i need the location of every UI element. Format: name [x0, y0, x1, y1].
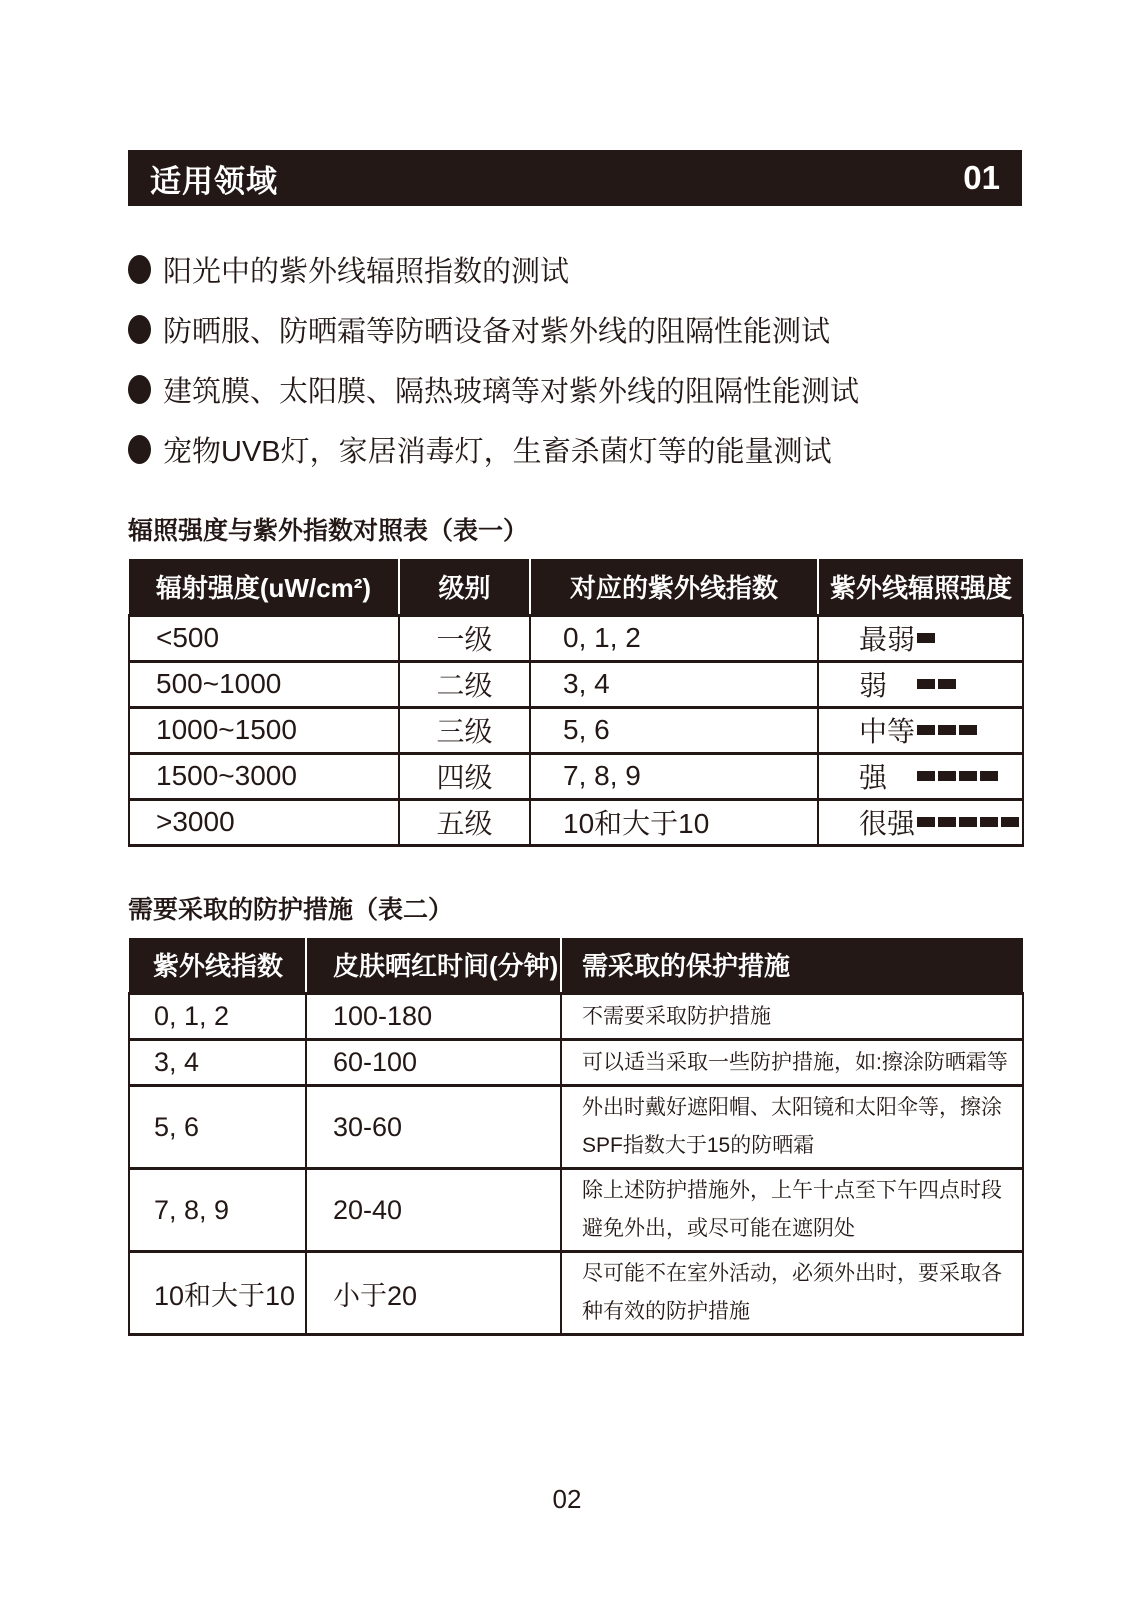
- table2-row: [129, 994, 1023, 1040]
- strength-bar-icon: [938, 771, 956, 781]
- uv-index-cell: 0, 1, 2: [530, 615, 818, 661]
- uv-index-cell: 7, 8, 9: [530, 753, 818, 799]
- table2-header-measure: 需采取的保护措施: [561, 938, 1023, 994]
- strength-bar-icon: [938, 817, 956, 827]
- strength-bar-icon: [959, 817, 977, 827]
- strength-label: 最弱: [859, 624, 916, 655]
- strength-bar-icon: [959, 725, 977, 735]
- table1-header-row: [129, 559, 1023, 615]
- strength-cell: [818, 799, 1023, 845]
- strength-cell: [818, 707, 1023, 753]
- uv-index-cell: 3, 4: [129, 1040, 306, 1086]
- protection-measure-cell: 不需要采取防护措施: [561, 994, 1023, 1040]
- uv-index-cell: 0, 1, 2: [129, 994, 306, 1040]
- bullet-icon: [128, 435, 151, 464]
- table1-row: [129, 707, 1023, 753]
- table2-header-uv-index: 紫外线指数: [129, 938, 306, 994]
- strength-bar-icon: [917, 817, 935, 827]
- uv-index-comparison-table: [128, 559, 1024, 847]
- bullet-icon: [128, 315, 151, 344]
- bullet-icon: [128, 375, 151, 404]
- table1-header-strength: 紫外线辐照强度: [818, 559, 1023, 615]
- strength-wrap: [859, 618, 1021, 658]
- bullet-text: 防晒服、防晒霜等防晒设备对紫外线的阻隔性能测试: [163, 315, 831, 348]
- bullet-item: [128, 314, 1022, 348]
- uv-index-cell: 10和大于10: [129, 1252, 306, 1335]
- strength-bar-icon: [917, 725, 935, 735]
- bullet-icon: [128, 255, 151, 284]
- bullet-item: [128, 254, 1022, 288]
- strength-bar-icon: [1001, 817, 1019, 827]
- table2-row: [129, 1169, 1023, 1252]
- uv-index-cell: 7, 8, 9: [129, 1169, 306, 1252]
- table1-row: [129, 615, 1023, 661]
- strength-cell: [818, 661, 1023, 707]
- bullet-text: 建筑膜、太阳膜、隔热玻璃等对紫外线的阻隔性能测试: [163, 375, 860, 408]
- table2-header-row: [129, 938, 1023, 994]
- strength-bar-icon: [959, 771, 977, 781]
- protection-measure-cell: 可以适当采取一些防护措施，如:擦涂防晒霜等: [561, 1040, 1023, 1086]
- skin-redden-time-cell: 100-180: [306, 994, 561, 1040]
- page-content: [128, 0, 1022, 1336]
- table2-body: [129, 994, 1023, 1335]
- strength-label: 强: [859, 762, 888, 793]
- strength-bar-icon: [938, 679, 956, 689]
- protection-measures-table: [128, 938, 1024, 1337]
- table2-header-time: 皮肤晒红时间(分钟): [306, 938, 561, 994]
- strength-wrap: [859, 756, 1021, 796]
- uv-index-cell: 5, 6: [530, 707, 818, 753]
- uv-index-cell: 3, 4: [530, 661, 818, 707]
- strength-bar-icon: [917, 679, 935, 689]
- table1-header-intensity: 辐射强度(uW/cm²): [129, 559, 399, 615]
- strength-cell: [818, 615, 1023, 661]
- table1-row: [129, 753, 1023, 799]
- bullet-text: 阳光中的紫外线辐照指数的测试: [163, 255, 570, 288]
- strength-bar-icon: [980, 817, 998, 827]
- table2-row: [129, 1040, 1023, 1086]
- skin-redden-time-cell: 30-60: [306, 1086, 561, 1169]
- intensity-cell: >3000: [129, 799, 399, 845]
- uv-index-cell: 10和大于10: [530, 799, 818, 845]
- strength-wrap: [859, 710, 1021, 750]
- strength-bar-icon: [917, 771, 935, 781]
- section-page-number: 01: [963, 159, 1000, 196]
- strength-label: 很强: [859, 808, 916, 839]
- table1-title: 辐照强度与紫外指数对照表（表一）: [128, 517, 529, 545]
- strength-cell: [818, 753, 1023, 799]
- section-header-bar: [128, 150, 1022, 206]
- strength-label: 弱: [859, 670, 888, 701]
- bullet-item: [128, 434, 1022, 468]
- skin-redden-time-cell: 60-100: [306, 1040, 561, 1086]
- table2-title: 需要采取的防护措施（表二）: [128, 895, 454, 924]
- strength-wrap: [859, 802, 1021, 842]
- bullet-item: [128, 374, 1022, 408]
- level-cell: 四级: [399, 753, 530, 799]
- level-cell: 一级: [399, 615, 530, 661]
- skin-redden-time-cell: 小于20: [306, 1252, 561, 1335]
- intensity-cell: 500~1000: [129, 661, 399, 707]
- level-cell: 五级: [399, 799, 530, 845]
- level-cell: 二级: [399, 661, 530, 707]
- bullet-text: 宠物UVB灯，家居消毒灯，生畜杀菌灯等的能量测试: [163, 435, 832, 468]
- application-bullet-list: [128, 254, 1022, 468]
- skin-redden-time-cell: 20-40: [306, 1169, 561, 1252]
- table1-row: [129, 799, 1023, 845]
- table1-header-level: 级别: [399, 559, 530, 615]
- footer-page-number: 02: [552, 1484, 582, 1514]
- table1-row: [129, 661, 1023, 707]
- strength-bar-icon: [917, 633, 935, 643]
- intensity-cell: 1000~1500: [129, 707, 399, 753]
- table1-header-uv-index: 对应的紫外线指数: [530, 559, 818, 615]
- strength-label: 中等: [859, 716, 916, 747]
- strength-bar-icon: [938, 725, 956, 735]
- intensity-cell: <500: [129, 615, 399, 661]
- level-cell: 三级: [399, 707, 530, 753]
- table2-row: [129, 1086, 1023, 1169]
- uv-index-cell: 5, 6: [129, 1086, 306, 1169]
- table1-body: [129, 615, 1023, 845]
- section-title: 适用领域: [150, 163, 278, 199]
- protection-measure-cell: 外出时戴好遮阳帽、太阳镜和太阳伞等，擦涂SPF指数大于15的防晒霜: [561, 1086, 1023, 1169]
- strength-bar-icon: [980, 771, 998, 781]
- intensity-cell: 1500~3000: [129, 753, 399, 799]
- table2-row: [129, 1252, 1023, 1335]
- strength-wrap: [859, 664, 1021, 704]
- protection-measure-cell: 尽可能不在室外活动，必须外出时，要采取各种有效的防护措施: [561, 1252, 1023, 1335]
- protection-measure-cell: 除上述防护措施外，上午十点至下午四点时段避免外出，或尽可能在遮阴处: [561, 1169, 1023, 1252]
